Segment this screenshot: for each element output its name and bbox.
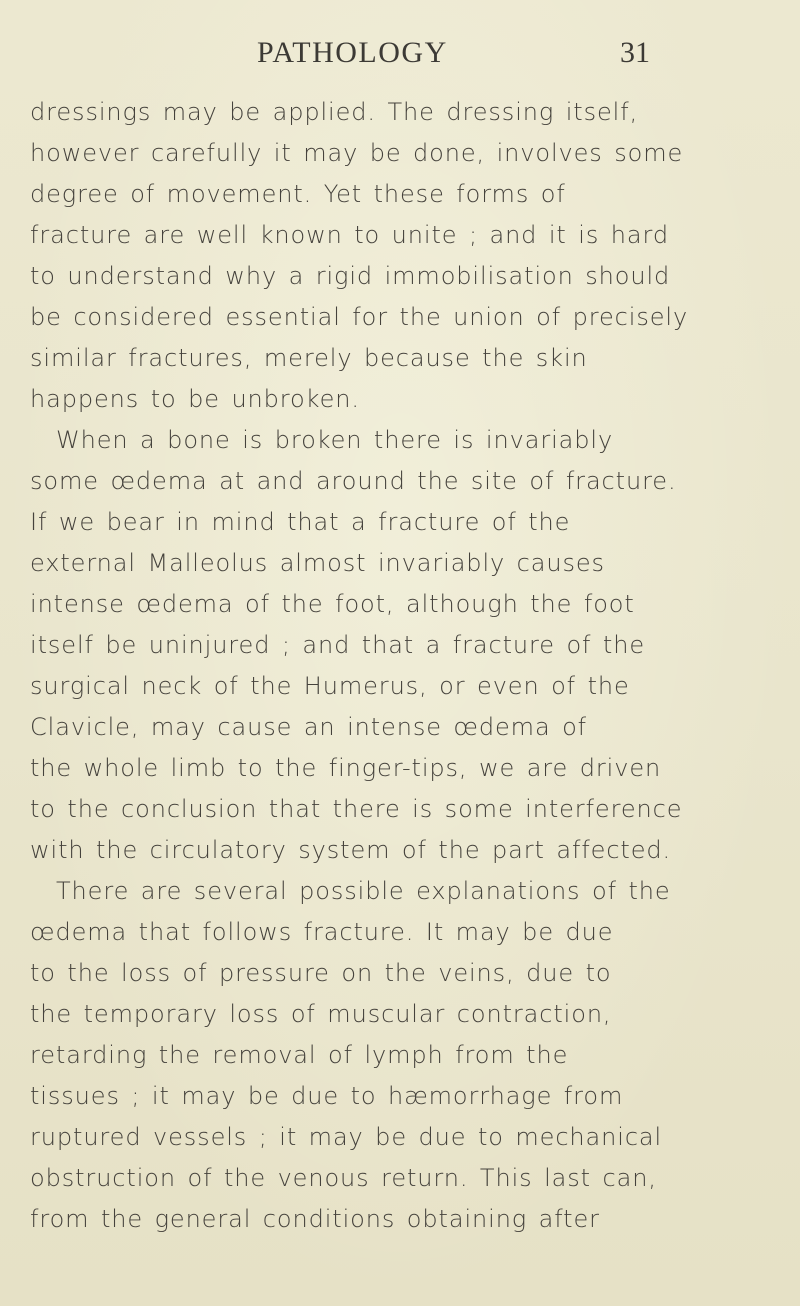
running-head	[0, 36, 800, 76]
text-line: from the general conditions obtaining after	[30, 1205, 600, 1233]
text-line: When a bone is broken there is invariably	[56, 426, 614, 454]
text-line: be considered essential for the union of precisely	[30, 303, 689, 331]
text-line: the temporary loss of muscular contraction,	[30, 1000, 612, 1028]
text-line: œdema that follows fracture. It may be due	[30, 918, 614, 946]
text-line: ruptured vessels ; it may be due to mechanical	[30, 1123, 663, 1151]
text-line: dressings may be applied. The dressing itself,	[30, 98, 639, 126]
text-line: intense œdema of the foot, although the foot	[30, 590, 635, 618]
text-line: Clavicle, may cause an intense œdema of	[30, 713, 588, 741]
text-line: obstruction of the venous return. This last can,	[30, 1164, 657, 1192]
text-line: There are several possible explanations of the	[56, 877, 671, 905]
text-line: however carefully it may be done, involves some	[30, 139, 684, 167]
body-text	[30, 92, 790, 1240]
text-line: to understand why a rigid immobilisation should	[30, 262, 671, 290]
text-line: itself be uninjured ; and that a fracture of the	[30, 631, 645, 659]
text-line: similar fractures, merely because the skin	[30, 344, 588, 372]
text-line: with the circulatory system of the part affected.	[30, 836, 672, 864]
text-line: to the loss of pressure on the veins, due to	[30, 959, 612, 987]
text-line: If we bear in mind that a fracture of the	[30, 508, 571, 536]
text-line: to the conclusion that there is some interference	[30, 795, 683, 823]
text-line: external Malleolus almost invariably causes	[30, 549, 605, 577]
text-line: surgical neck of the Humerus, or even of the	[30, 672, 630, 700]
text-line: happens to be unbroken.	[30, 385, 360, 413]
page-number: 31	[620, 36, 650, 69]
text-line: retarding the removal of lymph from the	[30, 1041, 569, 1069]
page-title: PATHOLOGY	[257, 36, 448, 69]
text-line: tissues ; it may be due to hæmorrhage from	[30, 1082, 624, 1110]
text-line: some œdema at and around the site of fracture.	[30, 467, 677, 495]
text-line: the whole limb to the finger-tips, we are driven	[30, 754, 662, 782]
text-line: degree of movement. Yet these forms of	[30, 180, 566, 208]
text-line: fracture are well known to unite ; and it is hard	[30, 221, 669, 249]
